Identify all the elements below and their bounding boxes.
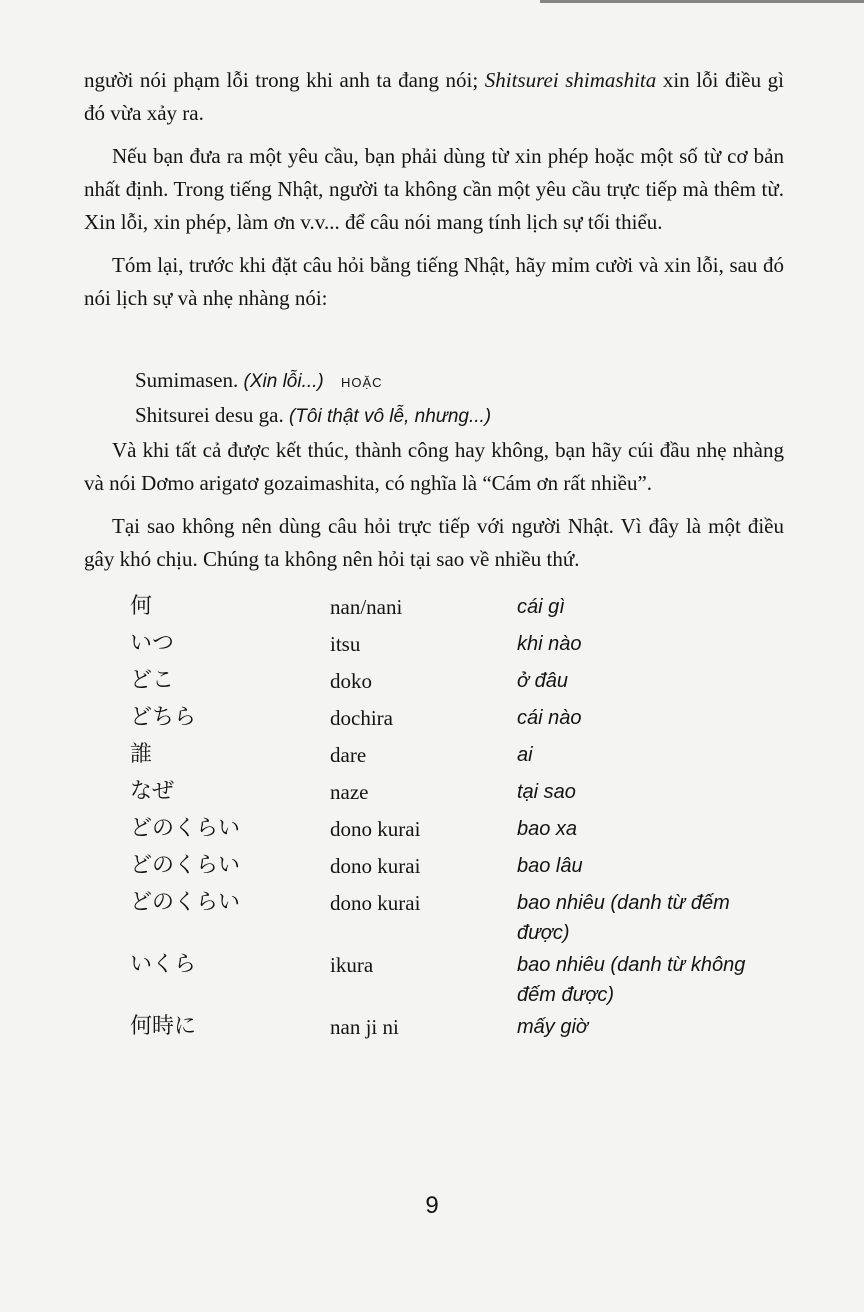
page-edge-shadow	[540, 0, 864, 3]
page-body	[84, 64, 784, 325]
vocab-row	[130, 703, 770, 740]
phrase-2-translation: (Tôi thật vô lễ, nhưng...)	[288, 406, 492, 427]
vocab-meaning: bao xa	[517, 818, 578, 840]
vocab-meaning: ở đâu	[517, 670, 569, 692]
vocab-meaning: tại sao	[517, 781, 576, 803]
paragraph-1-tail: xin lỗi điều gì đó vừa xảy ra.	[84, 68, 785, 125]
vocab-jp: どのくらい	[130, 816, 241, 841]
vocab-row	[130, 950, 770, 1012]
vocab-jp: どこ	[130, 668, 175, 693]
paragraph-1	[84, 64, 784, 130]
vocab-romaji: dono kurai	[330, 854, 421, 878]
paragraph-5: Tại sao không nên dùng câu hỏi trực tiếp với người Nhật. Vì đây là một điều gây khó chịu. Chúng ta không nên hỏi tại sao về nhiều thứ.	[84, 514, 784, 571]
vocab-jp: どちら	[130, 705, 197, 730]
vocab-row	[130, 777, 770, 814]
paragraph-1-phrase: Shitsurei shimashita	[484, 68, 657, 92]
vocab-meaning: cái gì	[517, 596, 565, 618]
vocab-jp: 何	[130, 594, 153, 619]
page-number: 9	[425, 1192, 439, 1219]
phrase-1-or: HOẶC	[341, 375, 383, 390]
phrase-1	[135, 364, 383, 399]
vocab-row	[130, 629, 770, 666]
vocab-row	[130, 666, 770, 703]
phrase-1-jp: Sumimasen.	[135, 368, 239, 392]
vocab-jp: いくら	[130, 952, 197, 977]
vocab-romaji: nan ji ni	[330, 1015, 399, 1039]
phrase-1-translation: (Xin lỗi...)	[243, 371, 324, 392]
paragraph-1-text: người nói phạm lỗi trong khi anh ta đang nói;	[84, 68, 485, 92]
paragraph-3: Tóm lại, trước khi đặt câu hỏi bằng tiếng Nhật, hãy mỉm cười và xin lỗi, sau đó nói lịch sự và nhẹ nhàng nói:	[84, 253, 784, 310]
vocab-jp: どのくらい	[130, 853, 241, 878]
vocab-meaning: khi nào	[517, 633, 582, 655]
vocab-romaji: nan/nani	[330, 595, 403, 619]
vocab-meaning: bao nhiêu (danh từ đếm được)	[517, 892, 730, 944]
phrase-2	[135, 399, 491, 433]
vocab-jp: 誰	[130, 742, 153, 767]
vocab-romaji: dono kurai	[330, 817, 421, 841]
vocab-romaji: ikura	[330, 953, 374, 977]
vocab-meaning: ai	[517, 744, 533, 766]
vocab-meaning: mấy giờ	[517, 1016, 588, 1038]
vocab-row	[130, 592, 770, 629]
paragraph-4: Và khi tất cả được kết thúc, thành công hay không, bạn hãy cúi đầu nhẹ nhàng và nói Dơmo arigatơ gozaimashita, có nghĩa là “Cám ơn rất nhiều”.	[84, 438, 784, 495]
vocab-meaning: bao lâu	[517, 855, 583, 877]
vocab-meaning: cái nào	[517, 707, 582, 729]
vocab-row	[130, 1012, 770, 1049]
phrase-2-jp: Shitsurei desu ga.	[135, 403, 284, 427]
vocab-jp: どのくらい	[130, 890, 241, 915]
vocab-romaji: dochira	[330, 706, 393, 730]
vocab-romaji: dare	[330, 743, 367, 767]
vocab-row	[130, 740, 770, 777]
paragraph-2: Nếu bạn đưa ra một yêu cầu, bạn phải dùng từ xin phép hoặc một số từ cơ bản nhất định. Trong tiếng Nhật, người ta không cần một yêu cầu trực tiếp mà thêm từ. Xin lỗi, xin phép, làm ơn v.v... để câu nói mang tính lịch sự tối thiểu.	[84, 144, 784, 234]
page-body-2	[84, 434, 784, 586]
vocab-row	[130, 814, 770, 851]
vocab-row	[130, 851, 770, 888]
vocab-table	[130, 592, 770, 1049]
vocab-jp: いつ	[130, 631, 175, 656]
vocab-romaji: dono kurai	[330, 891, 421, 915]
vocab-romaji: naze	[330, 780, 369, 804]
vocab-jp: 何時に	[130, 1014, 197, 1039]
vocab-jp: なぜ	[130, 779, 175, 804]
vocab-row	[130, 888, 770, 950]
vocab-meaning: bao nhiêu (danh từ không đếm được)	[517, 954, 746, 1006]
vocab-romaji: doko	[330, 669, 372, 693]
vocab-romaji: itsu	[330, 632, 361, 656]
